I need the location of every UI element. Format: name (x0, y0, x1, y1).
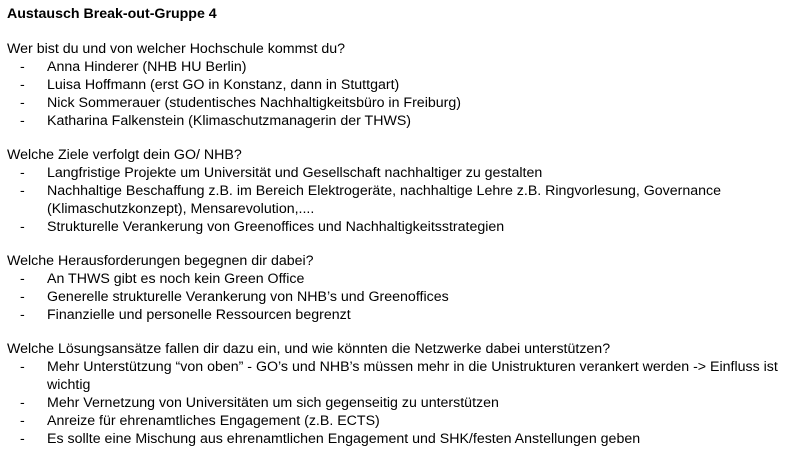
dash-bullet-icon: - (20, 359, 25, 375)
list-item: - Mehr Vernetzung von Universitäten um sich gegenseitig zu unterstützen (20, 395, 499, 411)
section-goals (7, 146, 797, 236)
document-page (7, 5, 797, 464)
section-question: Welche Herausforderungen begegnen dir dabei? (7, 253, 314, 269)
dash-bullet-icon: - (20, 183, 25, 199)
dash-bullet-icon: - (20, 95, 25, 111)
section-question: Welche Ziele verfolgt dein GO/ NHB? (7, 147, 242, 163)
list-item: - Finanzielle und personelle Ressourcen begrenzt (20, 307, 351, 323)
list-item: - Es sollte eine Mischung aus ehrenamtlichen Engagement und SHK/festen Anstellungen geben (20, 431, 641, 447)
bullet-list (7, 358, 797, 448)
section-introductions (7, 40, 797, 130)
dash-bullet-icon: - (20, 431, 25, 447)
list-item: - Mehr Unterstützung “von oben” - GO’s und NHB’s müssen mehr in die Unistrukturen verankert werden -> Einfluss ist wichtig (20, 359, 778, 393)
list-item: - Nick Sommerauer (studentisches Nachhaltigkeitsbüro in Freiburg) (20, 95, 461, 111)
section-question: Welche Lösungsansätze fallen dir dazu ein, und wie könnten die Netzwerke dabei unterstützen? (7, 341, 611, 357)
bullet-list (7, 270, 797, 324)
list-item: - Strukturelle Verankerung von Greenoffices und Nachhaltigkeitsstrategien (20, 219, 505, 235)
dash-bullet-icon: - (20, 413, 25, 429)
list-item: - Luisa Hoffmann (erst GO in Konstanz, dann in Stuttgart) (20, 77, 400, 93)
bullet-list (7, 164, 797, 236)
section-solutions (7, 340, 797, 448)
dash-bullet-icon: - (20, 219, 25, 235)
dash-bullet-icon: - (20, 77, 25, 93)
list-item: - An THWS gibt es noch kein Green Office (20, 271, 305, 287)
list-item: - Nachhaltige Beschaffung z.B. im Bereich Elektrogeräte, nachhaltige Lehre z.B. Ringvorlesung, Governance (Klimaschutzkonzept), Mensarevolution,.... (20, 183, 722, 217)
dash-bullet-icon: - (20, 165, 25, 181)
dash-bullet-icon: - (20, 271, 25, 287)
list-item: - Katharina Falkenstein (Klimaschutzmanagerin der THWS) (20, 113, 412, 129)
dash-bullet-icon: - (20, 289, 25, 305)
dash-bullet-icon: - (20, 395, 25, 411)
list-item: - Anreize für ehrenamtliches Engagement (z.B. ECTS) (20, 413, 380, 429)
dash-bullet-icon: - (20, 113, 25, 129)
list-item: - Anna Hinderer (NHB HU Berlin) (20, 59, 247, 75)
bullet-list (7, 58, 797, 130)
section-question: Wer bist du und von welcher Hochschule kommst du? (7, 41, 346, 57)
dash-bullet-icon: - (20, 307, 25, 323)
document-title: Austausch Break-out-Gruppe 4 (7, 6, 217, 22)
list-item: - Langfristige Projekte um Universität und Gesellschaft nachhaltiger zu gestalten (20, 165, 543, 181)
section-challenges (7, 252, 797, 324)
list-item: - Generelle strukturelle Verankerung von NHB’s und Greenoffices (20, 289, 449, 305)
dash-bullet-icon: - (20, 59, 25, 75)
